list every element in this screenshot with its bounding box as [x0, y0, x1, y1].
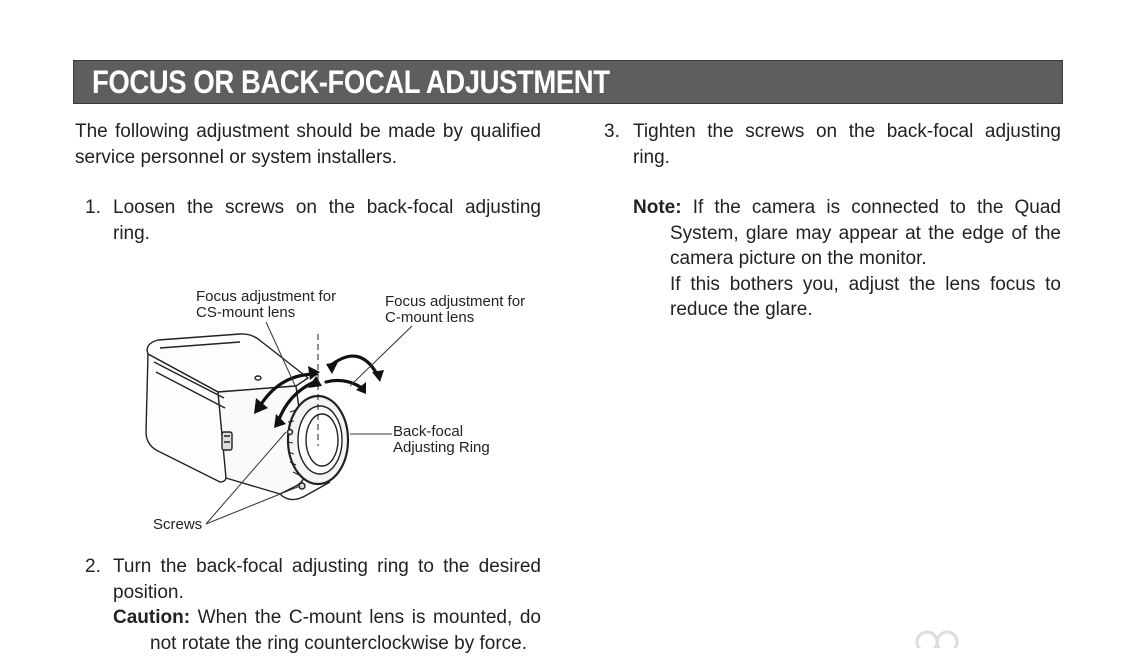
right-column	[604, 119, 1061, 323]
caution-paragraph	[113, 605, 541, 656]
step-2	[75, 554, 541, 605]
note-label: Note:	[633, 197, 682, 218]
step-3-number: 3.	[604, 121, 620, 142]
label-back-focal-ring	[393, 424, 490, 456]
label-c-mount	[385, 294, 525, 326]
caution-text: When the C-mount lens is mounted, do not rotate the ring counterclockwise by force.	[150, 607, 541, 654]
step-2-number: 2.	[85, 556, 101, 577]
left-column	[75, 119, 541, 246]
label-cs-mount	[196, 289, 336, 321]
note-paragraph	[633, 195, 1061, 272]
section-header-bar	[73, 60, 1063, 104]
step-2-text: Turn the back-focal adjusting ring to the desired position.	[113, 556, 541, 603]
note-paragraph-2: If this bothers you, adjust the lens focus to reduce the glare.	[670, 273, 1061, 320]
label-cs-mount-text: Focus adjustment for CS-mount lens	[196, 288, 337, 321]
step-3	[604, 119, 1061, 170]
camera-diagram	[130, 282, 550, 540]
step-3-text: Tighten the screws on the back-focal adjusting ring.	[633, 121, 1061, 168]
section-title: FOCUS OR BACK-FOCAL ADJUSTMENT	[92, 64, 610, 100]
label-back-focal-ring-text: Back-focal Adjusting Ring	[393, 423, 490, 456]
note-text-1: If the camera is connected to the Quad System, glare may appear at the edge of the camera picture on the monitor.	[670, 197, 1061, 269]
caution-label: Caution:	[113, 607, 191, 628]
step-1	[75, 195, 541, 246]
watermark-mark	[912, 628, 962, 648]
step-2-block	[75, 554, 541, 656]
step-1-text: Loosen the screws on the back-focal adjusting ring.	[113, 197, 541, 244]
label-c-mount-text: Focus adjustment for C-mount lens	[385, 293, 526, 326]
step-1-number: 1.	[85, 197, 101, 218]
label-screws: Screws	[153, 516, 203, 533]
intro-paragraph: The following adjustment should be made by qualified service personnel or system installers.	[75, 121, 541, 168]
